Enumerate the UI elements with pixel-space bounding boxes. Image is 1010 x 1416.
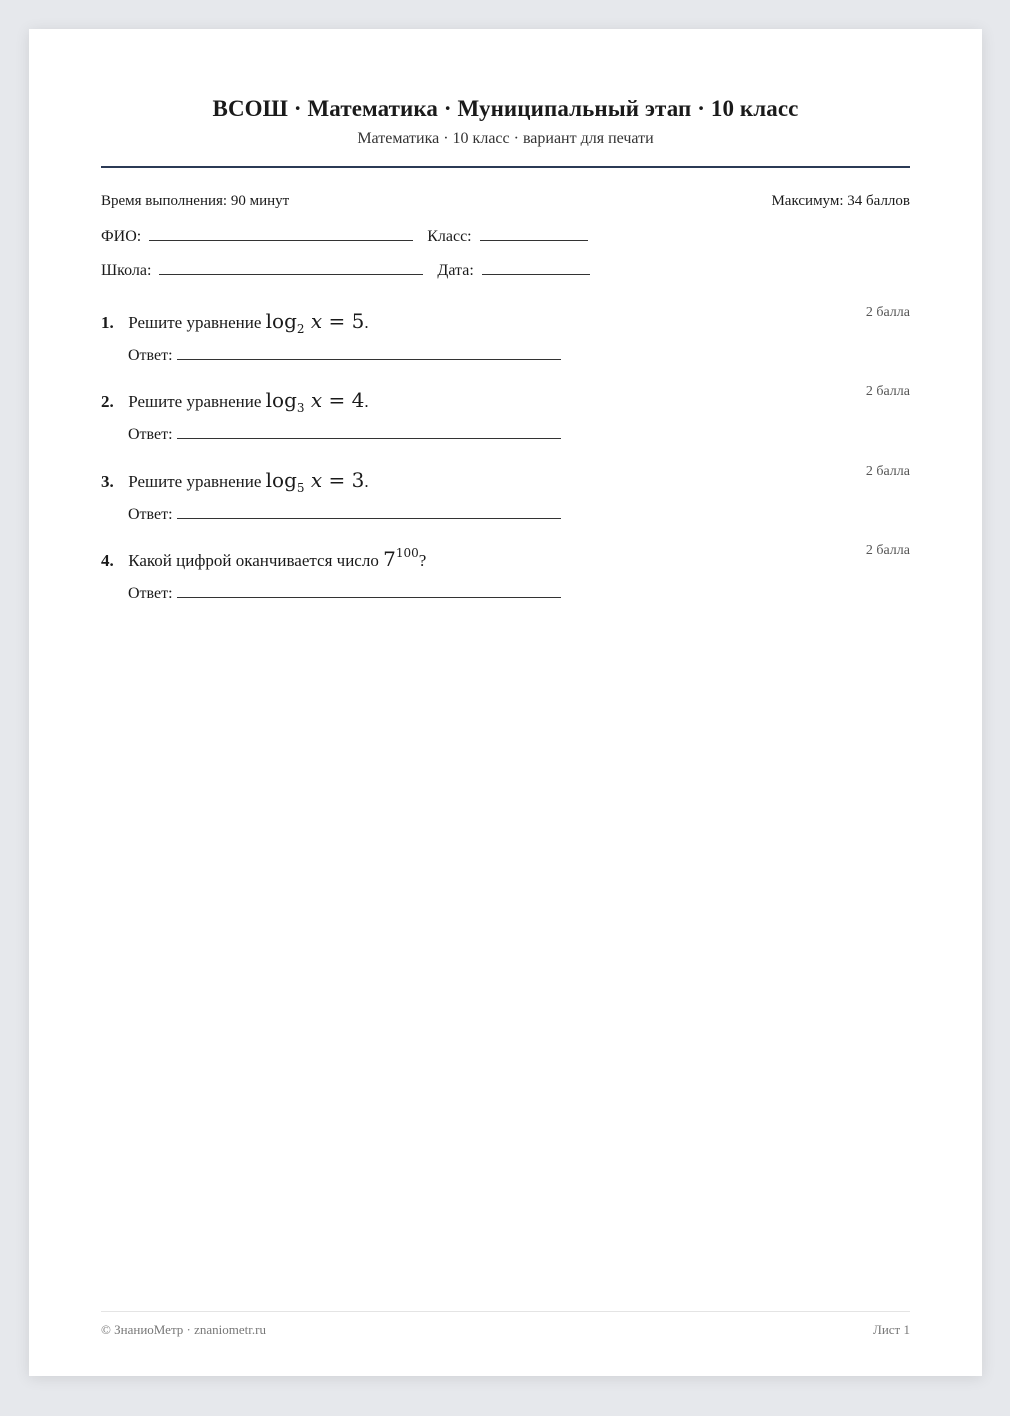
page-title: ВСОШ · Математика · Муниципальный этап · 10 класс <box>212 96 799 121</box>
answer-field[interactable] <box>177 504 561 519</box>
answer-label: Ответ: <box>128 506 173 523</box>
question-1: 1. Решите уравнение $\log_2 x = 5$. 2 балла Ответ: <box>101 305 910 364</box>
header-divider <box>101 166 910 168</box>
fio-label: ФИО: <box>101 228 142 245</box>
fio-class-row <box>101 226 588 246</box>
question-text: Какой цифрой оканчивается число <box>128 551 379 570</box>
page-subtitle: Математика · 10 класс · вариант для печати <box>357 130 654 147</box>
class-label: Класс: <box>427 228 472 245</box>
question-2: 2. Решите уравнение $\log_3 x = 4$. 2 балла Ответ: <box>101 384 910 443</box>
question-formula: $\log_2 x = 5$ <box>265 309 365 336</box>
question-points: 2 балла <box>865 543 910 558</box>
answer-row <box>128 424 910 444</box>
question-points: 2 балла <box>865 305 910 320</box>
answer-field[interactable] <box>177 583 561 598</box>
school-label: Школа: <box>101 262 152 279</box>
question-text: Решите уравнение <box>128 472 262 491</box>
question-points: 2 балла <box>865 464 910 479</box>
date-label: Дата: <box>437 262 474 279</box>
footer-copyright: © ЗнаниоМетр · znaniometr.ru <box>101 1322 266 1337</box>
question-number: 1. <box>101 313 114 332</box>
fio-field[interactable] <box>149 226 413 241</box>
question-formula: $\log_3 x = 4$ <box>265 388 365 415</box>
question-3: 3. Решите уравнение $\log_5 x = 3$. 2 балла Ответ: <box>101 464 910 523</box>
answer-row <box>128 504 910 524</box>
question-points: 2 балла <box>865 384 910 399</box>
answer-row <box>128 345 910 365</box>
answer-label: Ответ: <box>128 347 173 364</box>
answer-label: Ответ: <box>128 585 173 602</box>
answer-field[interactable] <box>177 424 561 439</box>
question-number: 3. <box>101 472 114 491</box>
question-formula: $7^{100}$ <box>383 546 419 571</box>
answer-row <box>128 583 910 603</box>
question-text: Решите уравнение <box>128 392 262 411</box>
class-field[interactable] <box>480 226 588 241</box>
max-score: Максимум: 34 баллов <box>771 193 910 209</box>
footer-divider <box>101 1311 910 1312</box>
page-number: Лист 1 <box>873 1322 910 1337</box>
question-number: 4. <box>101 551 114 570</box>
question-4: 4. Какой цифрой оканчивается число $7^{100}$? 2 балла Ответ: <box>101 543 910 602</box>
date-field[interactable] <box>482 260 590 275</box>
question-formula: $\log_5 x = 3$ <box>265 468 365 495</box>
question-number: 2. <box>101 392 114 411</box>
time-limit: Время выполнения: 90 минут <box>101 193 290 209</box>
answer-field[interactable] <box>177 345 561 360</box>
school-field[interactable] <box>159 260 423 275</box>
question-text: Решите уравнение <box>128 313 262 332</box>
school-date-row <box>101 260 590 280</box>
answer-label: Ответ: <box>128 426 173 443</box>
exam-sheet <box>29 29 982 1376</box>
